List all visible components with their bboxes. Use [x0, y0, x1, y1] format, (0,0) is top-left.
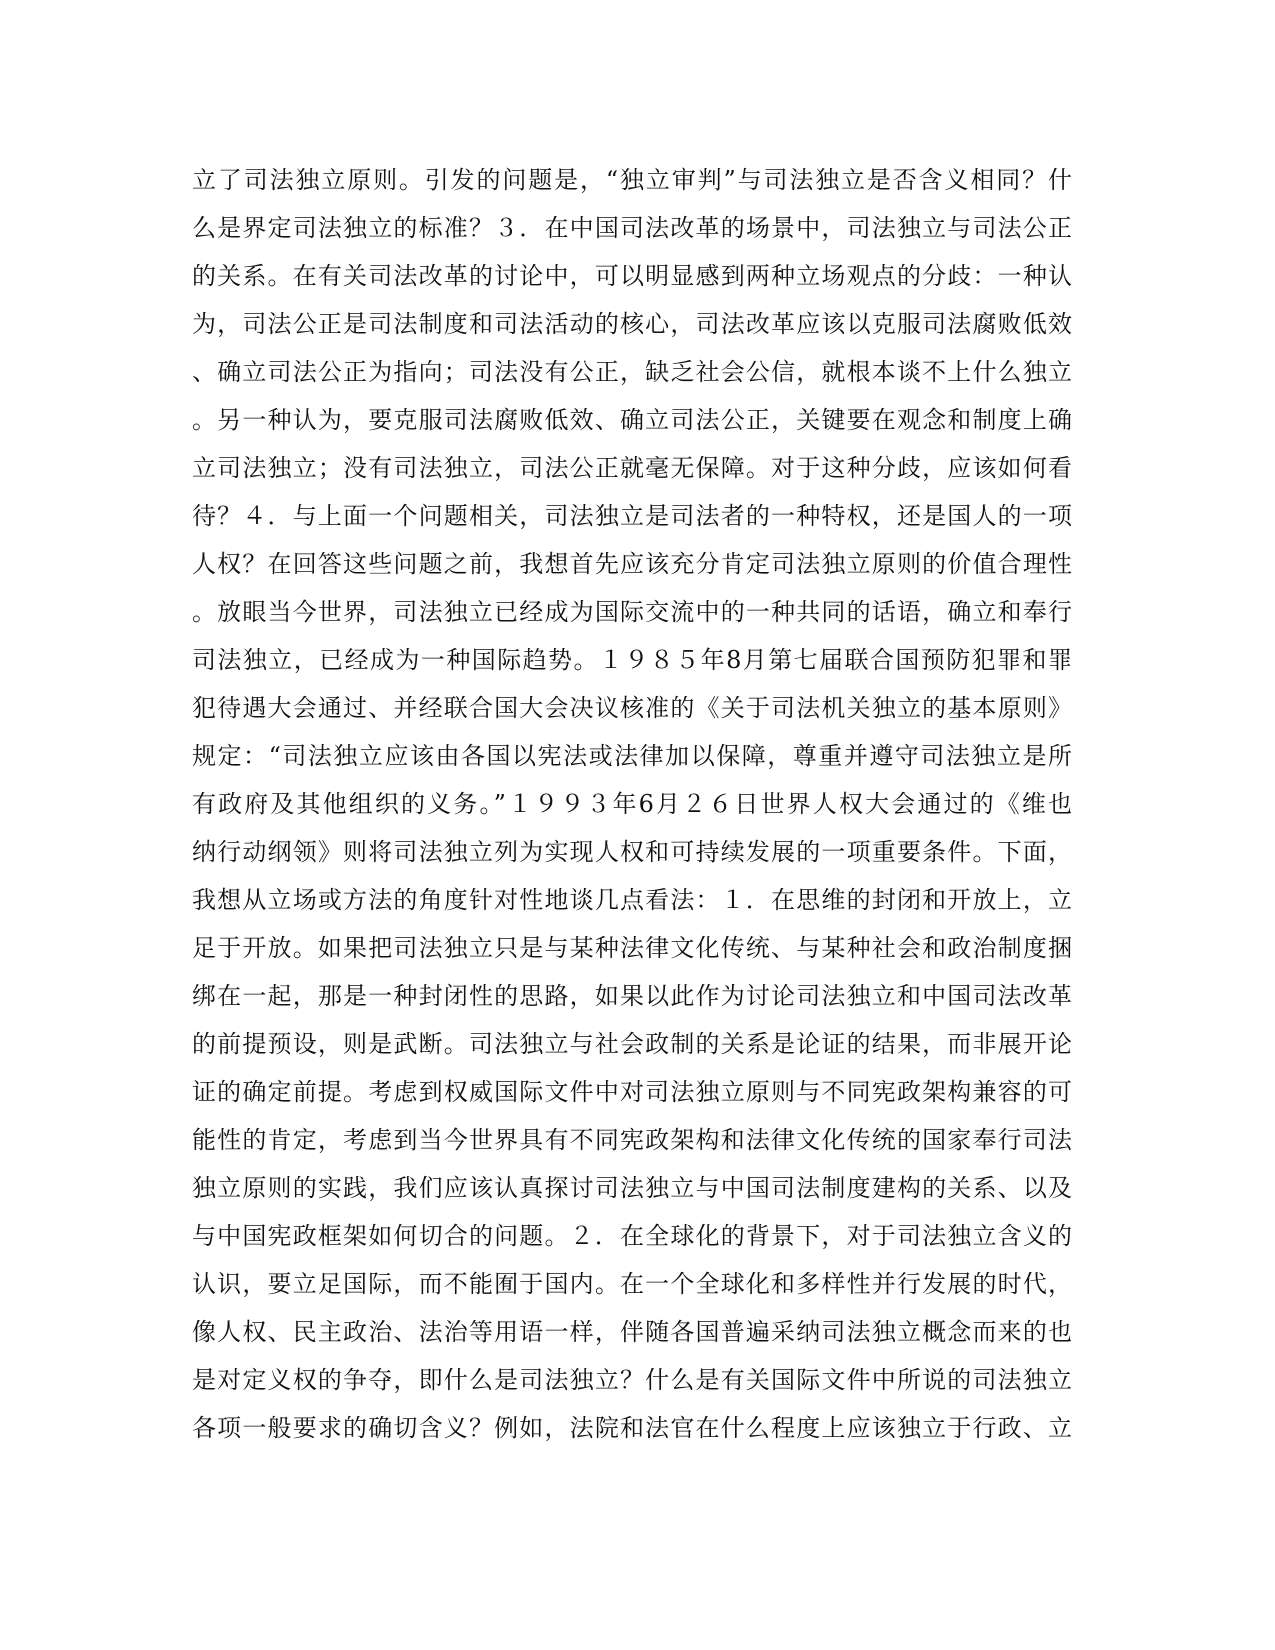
text-line: 与中国宪政框架如何切合的问题。２．在全球化的背景下，对于司法独立含义的	[192, 1222, 1072, 1250]
text-line: 认识，要立足国际，而不能囿于国内。在一个全球化和多样性并行发展的时代，	[192, 1270, 1072, 1298]
body-text	[192, 156, 1072, 1452]
text-line: 的前提预设，则是武断。司法独立与社会政制的关系是论证的结果，而非展开论	[192, 1030, 1072, 1058]
text-line: 司法独立，已经成为一种国际趋势。１９８５年8月第七届联合国预防犯罪和罪	[192, 646, 1072, 674]
text-line: 为，司法公正是司法制度和司法活动的核心，司法改革应该以克服司法腐败低效	[192, 310, 1072, 338]
text-line: 证的确定前提。考虑到权威国际文件中对司法独立原则与不同宪政架构兼容的可	[192, 1078, 1072, 1106]
text-line: 待？４．与上面一个问题相关，司法独立是司法者的一种特权，还是国人的一项	[192, 502, 1072, 530]
text-line: 立了司法独立原则。引发的问题是，“独立审判”与司法独立是否含义相同？什	[192, 166, 1072, 194]
text-line: 。另一种认为，要克服司法腐败低效、确立司法公正，关键要在观念和制度上确	[192, 406, 1072, 434]
text-line: 绑在一起，那是一种封闭性的思路，如果以此作为讨论司法独立和中国司法改革	[192, 982, 1072, 1010]
text-line: 能性的肯定，考虑到当今世界具有不同宪政架构和法律文化传统的国家奉行司法	[192, 1126, 1072, 1154]
text-line: 是对定义权的争夺，即什么是司法独立？什么是有关国际文件中所说的司法独立	[192, 1366, 1072, 1394]
text-line: 有政府及其他组织的义务。”１９９３年6月２６日世界人权大会通过的《维也	[192, 790, 1072, 818]
text-line: 足于开放。如果把司法独立只是与某种法律文化传统、与某种社会和政治制度捆	[192, 934, 1072, 962]
text-line: 的关系。在有关司法改革的讨论中，可以明显感到两种立场观点的分歧：一种认	[192, 262, 1072, 290]
text-line: 、确立司法公正为指向；司法没有公正，缺乏社会公信，就根本谈不上什么独立	[192, 358, 1072, 386]
text-line: 犯待遇大会通过、并经联合国大会决议核准的《关于司法机关独立的基本原则》	[192, 694, 1072, 722]
text-line: 各项一般要求的确切含义？例如，法院和法官在什么程度上应该独立于行政、立	[192, 1414, 1072, 1442]
text-line: 像人权、民主政治、法治等用语一样，伴随各国普遍采纳司法独立概念而来的也	[192, 1318, 1072, 1346]
text-line: 独立原则的实践，我们应该认真探讨司法独立与中国司法制度建构的关系、以及	[192, 1174, 1072, 1202]
text-line: 人权？在回答这些问题之前，我想首先应该充分肯定司法独立原则的价值合理性	[192, 550, 1072, 578]
text-line: 。放眼当今世界，司法独立已经成为国际交流中的一种共同的话语，确立和奉行	[192, 598, 1072, 626]
text-line: 规定：“司法独立应该由各国以宪法或法律加以保障，尊重并遵守司法独立是所	[192, 742, 1072, 770]
text-line: 么是界定司法独立的标准？３．在中国司法改革的场景中，司法独立与司法公正	[192, 214, 1072, 242]
text-line: 纳行动纲领》则将司法独立列为实现人权和可持续发展的一项重要条件。下面，	[192, 838, 1072, 866]
text-line: 立司法独立；没有司法独立，司法公正就毫无保障。对于这种分歧，应该如何看	[192, 454, 1072, 482]
text-line: 我想从立场或方法的角度针对性地谈几点看法：１．在思维的封闭和开放上，立	[192, 886, 1072, 914]
